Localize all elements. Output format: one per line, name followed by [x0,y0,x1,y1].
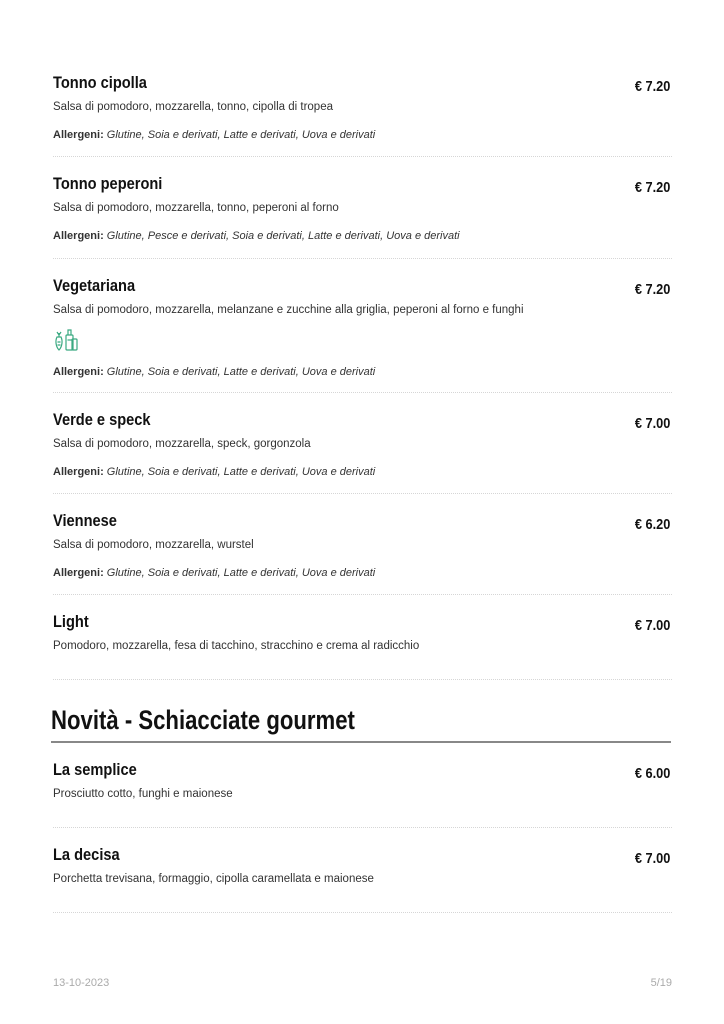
item-allergens [53,566,672,580]
item-description: Prosciutto cotto, funghi e maionese [53,788,233,800]
item-name: La decisa [53,845,120,864]
item-description: Salsa di pomodoro, mozzarella, tonno, peperoni al forno [53,202,339,214]
item-price: € 7.20 [634,282,670,298]
section-title: Novità - Schiacciate gourmet [51,705,355,735]
section-header [53,680,672,743]
item-price: € 7.20 [634,79,670,95]
item-name: Vegetariana [53,276,136,295]
footer-date: 13-10-2023 [53,977,110,989]
item-allergens [53,128,672,142]
allergens-label: Allergeni: [53,466,104,478]
allergens-label: Allergeni: [53,230,104,242]
item-allergens [53,229,672,243]
item-name: Tonno cipolla [53,73,147,92]
menu-item [53,0,672,157]
item-allergens [53,465,672,479]
item-price: € 7.00 [634,416,670,432]
item-description: Pomodoro, mozzarella, fesa di tacchino, stracchino e crema al radicchio [53,640,420,652]
allergens-list: Glutine, Soia e derivati, Latte e derivati, Uova e derivati [106,567,376,579]
item-name: Tonno peperoni [53,174,163,193]
item-description: Salsa di pomodoro, mozzarella, melanzane e zucchine alla griglia, peperoni al forno e funghi [53,304,524,316]
allergens-list: Glutine, Pesce e derivati, Soia e derivati, Latte e derivati, Uova e derivati [106,230,460,242]
allergens-label: Allergeni: [53,129,104,141]
allergens-list: Glutine, Soia e derivati, Latte e derivati, Uova e derivati [106,129,376,141]
item-name: La semplice [53,760,137,779]
menu-item [53,157,672,259]
item-name: Verde e speck [53,410,151,429]
allergens-list: Glutine, Soia e derivati, Latte e derivati, Uova e derivati [106,366,376,378]
menu-item [53,595,672,680]
item-price: € 6.20 [634,517,670,533]
menu-item [53,494,672,595]
menu-item [53,393,672,494]
item-price: € 7.00 [634,851,670,867]
item-description: Salsa di pomodoro, mozzarella, speck, gorgonzola [53,438,311,450]
item-price: € 6.00 [634,766,670,782]
item-price: € 7.20 [634,180,670,196]
menu-item [53,259,672,393]
allergens-label: Allergeni: [53,567,104,579]
item-description: Salsa di pomodoro, mozzarella, wurstel [53,539,254,551]
allergens-label: Allergeni: [53,366,104,378]
item-name: Viennese [53,511,117,530]
item-price: € 7.00 [634,618,670,634]
item-allergens [53,365,672,379]
item-name: Light [53,612,89,631]
allergens-list: Glutine, Soia e derivati, Latte e derivati, Uova e derivati [106,466,376,478]
footer-page-number: 5/19 [650,977,672,989]
item-description: Porchetta trevisana, formaggio, cipolla caramellata e maionese [53,873,374,885]
menu-page [53,0,672,913]
item-description: Salsa di pomodoro, mozzarella, tonno, cipolla di tropea [53,101,333,113]
menu-item [53,743,672,828]
menu-item [53,828,672,913]
vegetarian-icon [53,327,79,351]
